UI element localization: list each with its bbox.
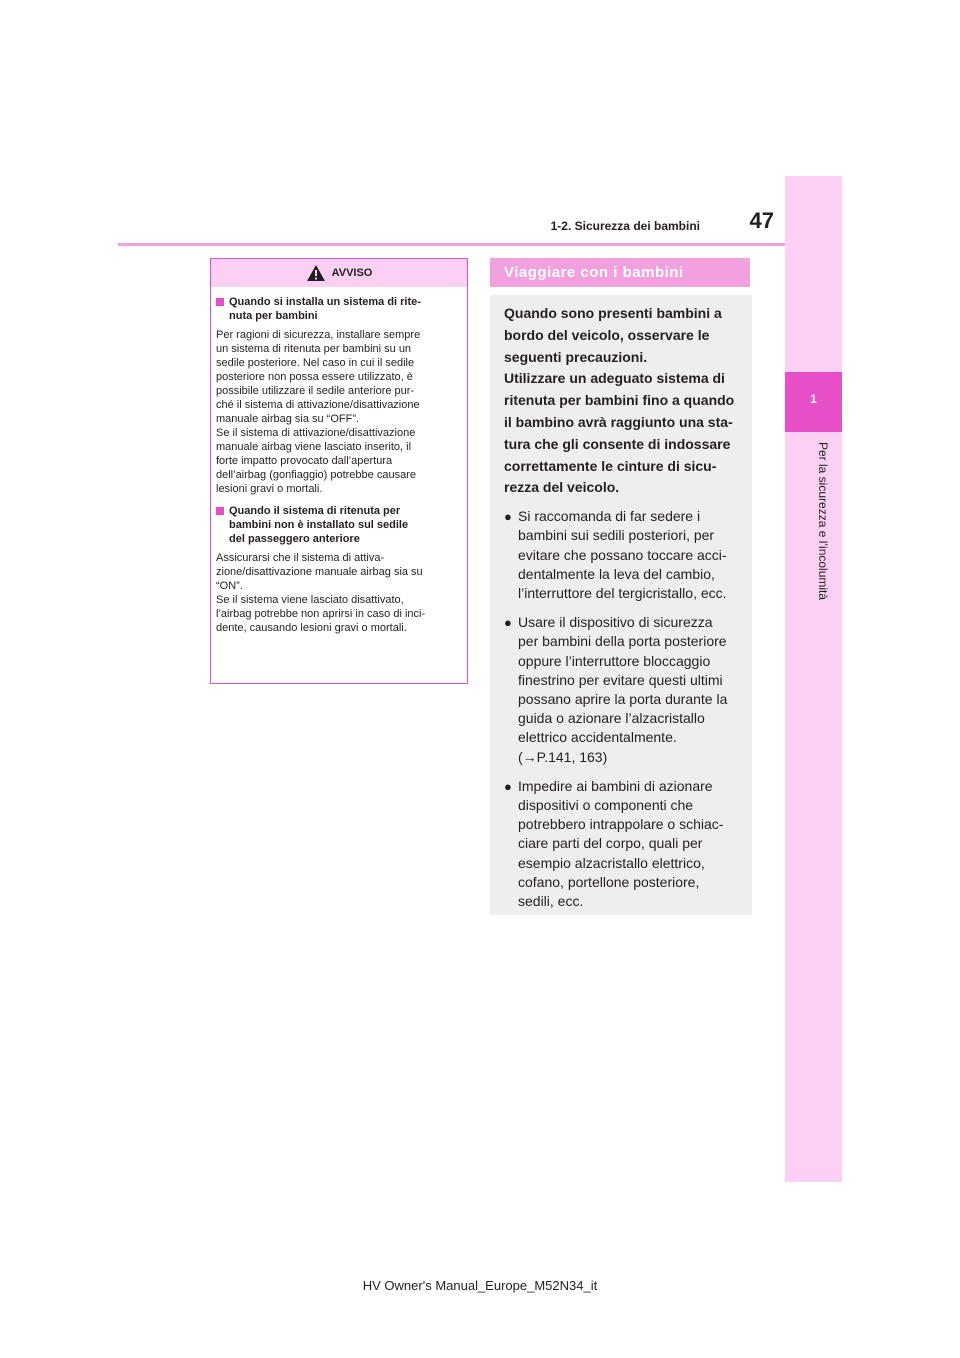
section-title: 1-2. Sicurezza dei bambini: [550, 219, 700, 233]
list-item: [504, 613, 738, 767]
square-bullet-icon: [216, 298, 224, 306]
warning-box: [210, 258, 468, 684]
warning-paragraph: Per ragioni di sicurezza, installare sempre un sistema di ritenuta per bambini su un sedile posteriore. Nel caso in cui il sedile posteriore non possa essere utilizzato, è possibile utilizzare il sedile anteriore pur- ché il sistema di attivazione/disattivazione manuale airbag sia su “OFF”. Se il sistema di attivazione/disattivazione manuale airbag viene lasciato inserito, il forte impatto provocato dall’apertura dell’airbag (gonfiaggio) potrebbe causare lesioni gravi o mortali.: [216, 329, 421, 495]
footer-manual-id: HV Owner's Manual_Europe_M52N34_it: [362, 1278, 598, 1293]
travel-section-title: Viaggiare con i bambini: [490, 258, 750, 287]
warning-item-heading: [216, 295, 462, 323]
square-bullet-icon: [216, 507, 224, 515]
list-item-text: Impedire ai bambini di azionare dispositivi o componenti che potrebbero intrappolare o schiac- ciare parti del corpo, quali per esempio alzacristallo elettrico, cofano, portellone posteriore, sedili, ecc.: [518, 777, 724, 910]
warning-paragraph: Assicurarsi che il sistema di attiva- zione/disattivazione manuale airbag sia su “ON”. Se il sistema viene lasciato disattivato, l’airbag potrebbe non aprirsi in caso di inci- dente, causando lesioni gravi o mortali.: [216, 552, 426, 634]
bullet-icon: ●: [504, 509, 512, 525]
travel-intro: Quando sono presenti bambini a bordo del veicolo, osservare le seguenti precauzioni. Utilizzare un adeguato sistema di ritenuta per bambini fino a quando il bambino avrà raggiunto una sta- tura che gli consente di indossare correttamente le cinture di sicu- rezza del veicolo.: [504, 305, 735, 496]
list-item-text: Usare il dispositivo di sicurezza per bambini della porta posteriore oppure l’interruttore bloccaggio finestrino per evitare questi ultimi possano aprire la porta durante la guida o azionare l’alzacristallo elettrico accidentalmente. (→P.141, 163): [518, 614, 728, 765]
bullet-icon: ●: [504, 615, 512, 631]
warning-header: [211, 259, 467, 287]
page-number: 47: [749, 208, 774, 233]
travel-section-body: [490, 295, 752, 915]
warning-triangle-icon: [306, 264, 326, 282]
warning-title: AVVISO: [331, 267, 373, 279]
warning-item-heading: [216, 504, 462, 546]
warning-heading-text: Quando il sistema di ritenuta per bambini non è installato sul sedile del passeggero anteriore: [229, 505, 409, 545]
list-item: [504, 777, 738, 911]
warning-body: [211, 287, 467, 635]
chapter-number: 1: [810, 392, 817, 406]
list-item-text: Si raccomanda di far sedere i bambini sui sedili posteriori, per evitare che possano toccare acci- dentalmente la leva del cambio, l’interruttore del tergicristallo, ecc.: [518, 508, 727, 601]
list-item: [504, 507, 738, 603]
chapter-label: Per la sicurezza e l’incolumità: [816, 442, 830, 601]
warning-heading-text: Quando si installa un sistema di rite- nuta per bambini: [229, 296, 421, 322]
bullet-icon: ●: [504, 778, 512, 794]
header-divider: [118, 243, 785, 246]
